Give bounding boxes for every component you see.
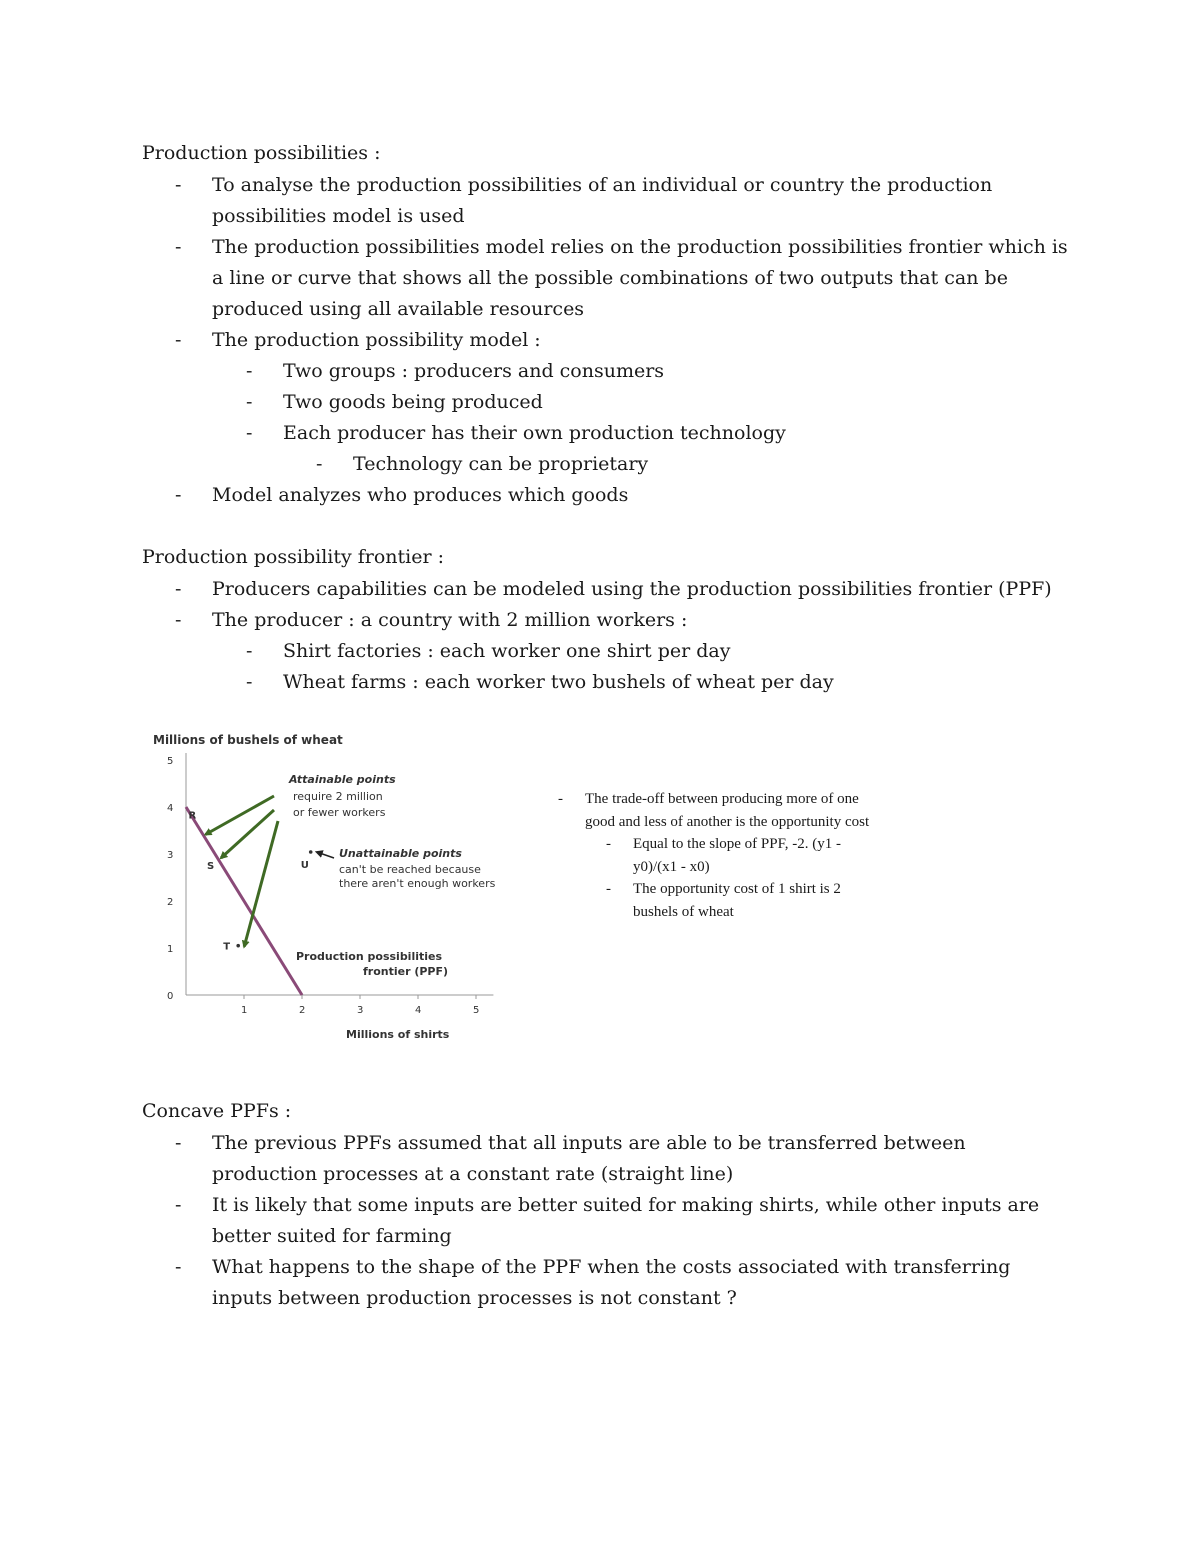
attainable-points-line-2: or fewer workers bbox=[293, 806, 386, 819]
bullet-list-production-possibilities bbox=[212, 170, 1072, 511]
side-note bbox=[585, 788, 885, 923]
y-axis-label: Millions of bushels of wheat bbox=[153, 733, 343, 747]
ppf-label-line-2: frontier (PPF) bbox=[363, 965, 449, 978]
y-tick-label: 5 bbox=[167, 756, 174, 767]
y-tick-label: 0 bbox=[167, 991, 174, 1002]
attainable-points-line-1: require 2 million bbox=[293, 790, 383, 803]
section-heading-concave-ppfs: Concave PPFs : bbox=[142, 1100, 292, 1122]
bullet-item: - The production possibilities model relies on the production possibilities frontier which is a line or curve that shows all the possible combinations of two outputs that can be produced using all available resources bbox=[212, 232, 1072, 325]
bullet-item: - Producers capabilities can be modeled using the production possibilities frontier (PPF) bbox=[212, 574, 1072, 605]
y-tick-label: 2 bbox=[167, 897, 174, 908]
bullet-item: - Shirt factories : each worker one shirt per day bbox=[283, 636, 1072, 667]
attainable-points-title: Attainable points bbox=[289, 773, 396, 786]
arrow-to-point-u bbox=[317, 852, 334, 858]
side-note-sub-1: - Equal to the slope of PPF, -2. (y1 - y0)/(x1 - x0) bbox=[633, 833, 885, 878]
side-note-main: - The trade-off between producing more of one good and less of another is the opportunity cost bbox=[585, 788, 885, 833]
section-heading-production-possibilities: Production possibilities : bbox=[142, 142, 381, 164]
ppf-label-line-1: Production possibilities bbox=[296, 950, 443, 963]
y-tick-label: 4 bbox=[167, 803, 174, 814]
point-s-label: S bbox=[207, 861, 215, 872]
bullet-item: - The previous PPFs assumed that all inputs are able to be transferred between production processes at a constant rate (straight line) bbox=[212, 1128, 1072, 1190]
bullet-item: - To analyse the production possibilities of an individual or country the production possibilities model is used bbox=[212, 170, 1072, 232]
y-tick-label: 1 bbox=[167, 944, 174, 955]
bullet-item: - Each producer has their own production technology bbox=[283, 418, 1072, 449]
x-tick-label: 4 bbox=[415, 1005, 422, 1016]
side-note-sub-2: - The opportunity cost of 1 shirt is 2 bushels of wheat bbox=[633, 878, 885, 923]
unattainable-points-line-2: there aren't enough workers bbox=[339, 877, 496, 890]
bullet-list-ppf bbox=[212, 574, 1072, 698]
bullet-item: - Technology can be proprietary bbox=[353, 449, 1072, 480]
bullet-item: - What happens to the shape of the PPF when the costs associated with transferring inputs between production processes is not constant ? bbox=[212, 1252, 1072, 1314]
bullet-item: - The producer : a country with 2 million workers : bbox=[212, 605, 1072, 636]
unattainable-points-line-1: can't be reached because bbox=[339, 863, 481, 876]
x-tick-label: 3 bbox=[357, 1005, 364, 1016]
y-tick-label: 3 bbox=[167, 850, 174, 861]
x-axis-label: Millions of shirts bbox=[346, 1028, 450, 1041]
arrow-to-point-r bbox=[206, 796, 275, 835]
arrow-to-point-s bbox=[221, 810, 274, 858]
bullet-item: - Two groups : producers and consumers bbox=[283, 356, 1072, 387]
bullet-list-concave-ppfs bbox=[212, 1128, 1072, 1314]
bullet-item: - Wheat farms : each worker two bushels of wheat per day bbox=[283, 667, 1072, 698]
bullet-item: - Model analyzes who produces which goods bbox=[212, 480, 1072, 511]
point-t-label: T bbox=[223, 941, 231, 953]
x-tick-label: 1 bbox=[241, 1005, 248, 1016]
point-t-marker bbox=[236, 944, 240, 948]
bullet-item: - It is likely that some inputs are better suited for making shirts, while other inputs are better suited for farming bbox=[212, 1190, 1072, 1252]
ppf-chart bbox=[146, 703, 506, 1053]
point-u-label: U bbox=[300, 860, 309, 871]
ppf-figure bbox=[146, 703, 506, 1053]
bullet-item: - Two goods being produced bbox=[283, 387, 1072, 418]
x-tick-label: 2 bbox=[299, 1005, 306, 1016]
section-heading-ppf: Production possibility frontier : bbox=[142, 546, 445, 568]
point-r-label: R bbox=[188, 810, 197, 822]
bullet-item: - The production possibility model : bbox=[212, 325, 1072, 356]
unattainable-points-title: Unattainable points bbox=[339, 847, 462, 860]
x-tick-label: 5 bbox=[473, 1005, 480, 1016]
point-u-marker bbox=[309, 850, 313, 854]
